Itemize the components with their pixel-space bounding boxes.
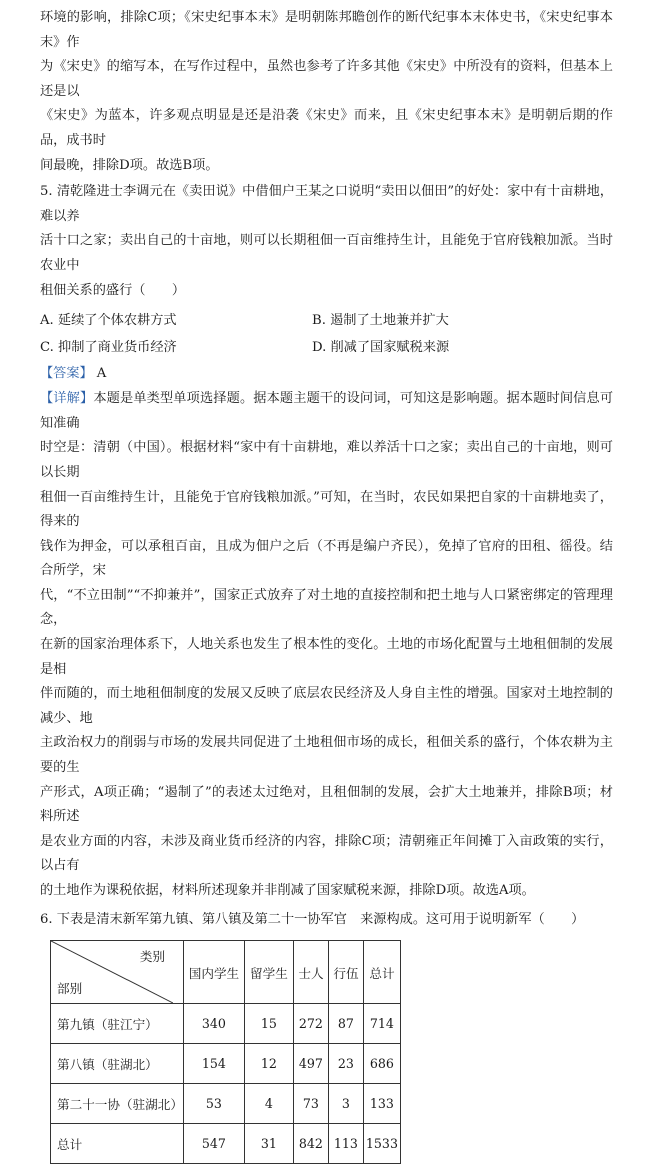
column-header: 总计 [363,941,400,1004]
detail-line: 在新的国家治理体系下，人地关系也发生了根本性的变化。土地的市场化配置与土地租佃制的发展是相 [40,637,613,677]
detail-line: 时空是：清朝（中国）。根据材料“家中有十亩耕地，难以养活十口之家；卖出自己的十亩地，则可以长期 [40,440,613,480]
detail-text: 本题是单类型单项选择题。据本题主题干的设问词，可知这是影响题。据本题时间信息可知准确 [40,391,614,431]
detail-line: 钱作为押金，可以承租百亩，且成为佃户之后（不再是编户齐民），免掉了官府的田租、徭役。结合所学，宋 [40,538,613,579]
row-label: 第九镇（驻江宁） [51,1004,184,1044]
option-b: B. 遏制了土地兼并扩大 [312,313,449,329]
corner-department-label: 部别 [57,981,83,997]
cell-value: 133 [363,1084,400,1124]
row-label: 第二十一协（驻湖北） [51,1084,184,1124]
corner-category-label: 类别 [139,949,165,965]
detail-line: 是农业方面的内容，未涉及商业货币经济的内容，排除C项；清朝雍正年间摊丁入亩政策的实行，以占有 [40,833,613,874]
row-label: 第八镇（驻湖北） [51,1044,184,1084]
column-header: 国内学生 [183,941,244,1004]
table-row [51,1044,401,1084]
cell-value: 497 [293,1044,328,1084]
q5-stem-line: 租佃关系的盛行（ ） [40,282,186,298]
detail-line [40,387,613,436]
question-6 [40,908,613,1164]
cell-value: 272 [293,1004,328,1044]
table-row [51,1084,401,1124]
option-d: D. 削减了国家赋税来源 [312,340,450,356]
detail-line: 伴而随的，而土地租佃制度的发展又反映了底层农民经济及人身自主性的增强。国家对土地控制的减少、地 [40,686,613,726]
q6-stem: 6. 下表是清末新军第九镇、第八镇及第二十一协军官 来源构成。这可用于说明新军（ ） [40,911,585,927]
cell-value: 340 [183,1004,244,1044]
column-header: 留学生 [244,941,293,1004]
detail-tag: 【详解】 [40,391,94,407]
cell-value: 23 [328,1044,363,1084]
column-header: 行伍 [328,941,363,1004]
detail-explanation [40,387,613,903]
cell-value: 686 [363,1044,400,1084]
answer-value: A [96,366,107,382]
cell-value: 1533 [363,1124,400,1164]
option-c: C. 抑制了商业货币经济 [40,340,177,356]
officer-source-table [50,940,401,1164]
detail-line: 产形式，A项正确；“遏制了”的表述太过绝对，且租佃制的发展，会扩大土地兼并，排除B项；材料所述 [40,784,613,825]
cell-value: 31 [244,1124,293,1164]
cell-value: 113 [328,1124,363,1164]
cell-value: 87 [328,1004,363,1044]
cell-value: 73 [293,1084,328,1124]
option-a: A. 延续了个体农耕方式 [40,313,177,329]
intro-paragraph [40,6,613,178]
detail-line: 租佃一百亩维持生计，且能免于官府钱粮加派。”可知，在当时，农民如果把自家的十亩耕地卖了，得来的 [40,489,613,530]
question-5 [40,180,613,903]
q5-stem-line: 5. 清乾隆进士李调元在《卖田说》中借佃户王某之口说明“卖田以佃田”的好处：家中有十亩耕地，难以养 [40,184,613,224]
detail-line: 主政治权力的削弱与市场的发展共同促进了土地租佃市场的成长，租佃关系的盛行，个体农耕为主要的生 [40,735,613,776]
cell-value: 12 [244,1044,293,1084]
intro-line: 为《宋史》的缩写本，在写作过程中，虽然也参考了许多其他《宋史》中所没有的资料，但基本上还是以 [40,59,613,99]
cell-value: 154 [183,1044,244,1084]
table-header-row [51,941,401,1004]
q5-stem-line: 活十口之家；卖出自己的十亩地，则可以长期租佃一百亩维持生计，且能免于官府钱粮加派。当时农业中 [40,233,613,273]
detail-line: 的土地作为课税依据，材料所述现象并非削减了国家赋税来源，排除D项。故选A项。 [40,883,535,898]
cell-value: 15 [244,1004,293,1044]
cell-value: 53 [183,1084,244,1124]
column-header: 士人 [293,941,328,1004]
answer-tag: 【答案】 [40,366,93,382]
intro-line: 环境的影响，排除C项；《宋史纪事本末》是明朝陈邦瞻创作的断代纪事本末体史书，《宋史纪事本末》作 [40,10,613,50]
detail-line: 代，“不立田制”“不抑兼并”，国家正式放弃了对土地的直接控制和把土地与人口紧密绑定的管理理念， [40,587,613,628]
intro-line: 间最晚，排除D项。故选B项。 [40,157,219,173]
cell-value: 842 [293,1124,328,1164]
answer-line [40,361,613,387]
cell-value: 714 [363,1004,400,1044]
cell-value: 547 [183,1124,244,1164]
corner-cell [51,941,184,1004]
row-label: 总计 [51,1124,184,1164]
table-row [51,1004,401,1044]
cell-value: 4 [244,1084,293,1124]
q5-options [40,307,613,361]
cell-value: 3 [328,1084,363,1124]
table-total-row [51,1124,401,1164]
intro-line: 《宋史》为蓝本，许多观点明显是还是沿袭《宋史》而来，且《宋史纪事本末》是明朝后期的作品，成书时 [40,108,613,148]
